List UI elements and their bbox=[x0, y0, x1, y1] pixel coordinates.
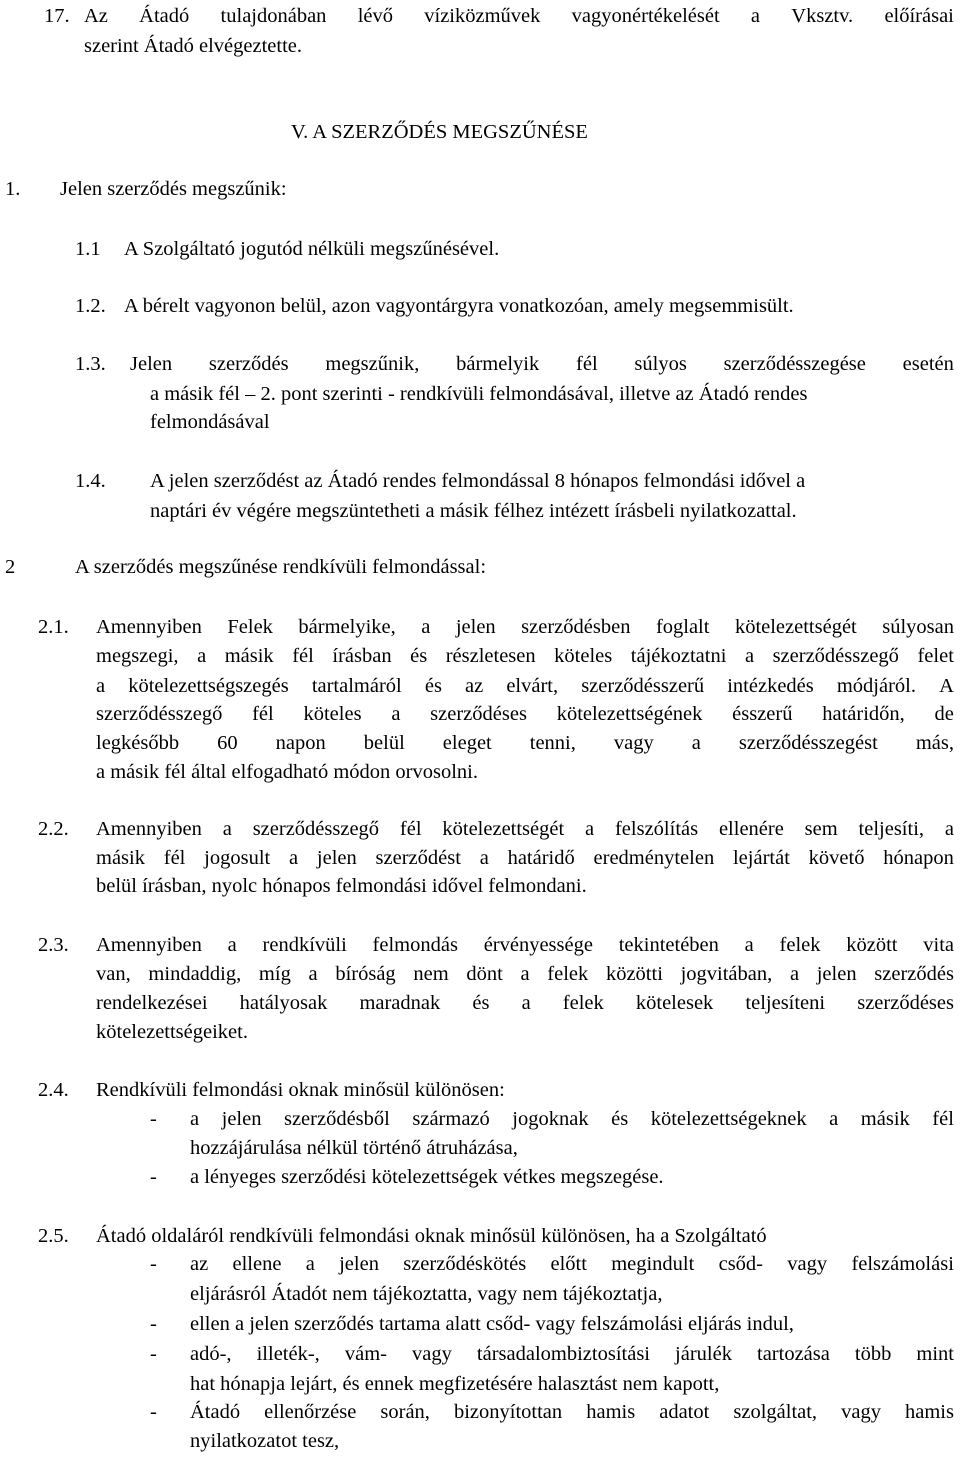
word: származó bbox=[412, 1108, 490, 1130]
word: fél bbox=[252, 703, 274, 725]
word: a bbox=[520, 963, 530, 985]
item-1-3-line3: felmondásával bbox=[150, 411, 270, 433]
word: a bbox=[197, 645, 207, 667]
word: kötelezettségét bbox=[734, 616, 857, 638]
item-1-4-line1: A jelen szerződést az Átadó rendes felmondással 8 hónapos felmondási idővel a bbox=[150, 470, 806, 492]
item-2-1-line6: a másik fél által elfogadható módon orvosolni. bbox=[96, 761, 479, 783]
word: fél bbox=[399, 818, 422, 840]
item-2-3-line2 bbox=[96, 960, 954, 988]
word: másik bbox=[96, 847, 145, 869]
word: rendkívüli bbox=[262, 934, 347, 956]
item-1-4-line2: naptári év végére megszüntetheti a másik félhez intézett írásbeli nyilatkozattal. bbox=[150, 500, 797, 522]
word: csőd- bbox=[718, 1253, 764, 1275]
word: Vksztv. bbox=[791, 5, 854, 27]
item-2-4-title: Rendkívüli felmondási oknak minősül különösen: bbox=[96, 1079, 505, 1101]
word: módjáról. bbox=[836, 675, 916, 697]
word: felszámolási bbox=[851, 1253, 954, 1275]
word: vagy bbox=[787, 1253, 828, 1275]
word: szerződésszegő bbox=[772, 645, 899, 667]
word: nem bbox=[413, 963, 449, 985]
word: a bbox=[421, 616, 431, 638]
word: fél bbox=[163, 847, 186, 869]
word: az bbox=[190, 1253, 209, 1275]
item-2-1-number: 2.1. bbox=[38, 616, 69, 638]
word: de bbox=[934, 703, 954, 725]
item-2-3-line1 bbox=[96, 931, 954, 959]
item-2-5-bullet1-line1 bbox=[190, 1250, 954, 1278]
word: jelen bbox=[816, 963, 857, 985]
word: ésszerű bbox=[732, 703, 793, 725]
item-1-4-number: 1.4. bbox=[75, 470, 106, 492]
word: között bbox=[846, 934, 898, 956]
word: fél bbox=[576, 353, 598, 375]
word: jogoknak bbox=[512, 1108, 589, 1130]
word: megszegi, bbox=[96, 645, 179, 667]
word: hamis bbox=[905, 1401, 954, 1423]
bullet-dash: - bbox=[150, 1166, 157, 1188]
word: Felek bbox=[227, 616, 273, 638]
section-1-title: Jelen szerződés megszűnik: bbox=[60, 178, 287, 200]
word: felszólítás bbox=[614, 818, 699, 840]
word: kötelezettségét bbox=[442, 818, 565, 840]
word: ellenőrzése bbox=[264, 1401, 357, 1423]
item-2-4-bullet1-line2: hozzájárulása nélkül történő átruházása, bbox=[190, 1137, 518, 1159]
word: tulajdonában bbox=[220, 5, 327, 27]
word: megszűnik, bbox=[325, 353, 420, 375]
item-2-1-line2 bbox=[96, 642, 954, 670]
word: intézkedés bbox=[727, 675, 814, 697]
word: közötti bbox=[605, 963, 663, 985]
word: Jelen bbox=[130, 353, 173, 375]
word: foglalt bbox=[655, 616, 710, 638]
word: felet bbox=[917, 645, 954, 667]
word: fél bbox=[292, 645, 314, 667]
word: során, bbox=[380, 1401, 430, 1423]
word: felek bbox=[562, 992, 604, 1014]
word: társadalombiztosítási bbox=[476, 1343, 650, 1365]
word: legkésőbb bbox=[96, 732, 180, 754]
word: jelen bbox=[339, 1253, 379, 1275]
section-2-title: A szerződés megszűnése rendkívüli felmondással: bbox=[75, 556, 487, 578]
item-17-line1 bbox=[84, 2, 954, 30]
word: és bbox=[424, 675, 442, 697]
word: bizonyítottan bbox=[453, 1401, 563, 1423]
word: bíróság bbox=[335, 963, 396, 985]
word: vita bbox=[923, 934, 954, 956]
word: követő bbox=[808, 847, 865, 869]
bullet-dash: - bbox=[150, 1313, 157, 1335]
word: köteles bbox=[554, 645, 613, 667]
word: több bbox=[854, 1343, 892, 1365]
word: a bbox=[222, 818, 232, 840]
word: vagyonértékelését bbox=[571, 5, 720, 27]
item-2-2-line3: belül írásban, nyolc hónapos felmondási idővel felmondani. bbox=[96, 875, 587, 897]
word: hamis bbox=[586, 1401, 636, 1423]
word: bármelyik bbox=[456, 353, 540, 375]
word: belül bbox=[363, 732, 405, 754]
word: ellenére bbox=[718, 818, 784, 840]
word: szerződésszerű bbox=[581, 675, 705, 697]
word: a bbox=[744, 645, 755, 667]
word: más, bbox=[915, 732, 954, 754]
item-1-3-number: 1.3. bbox=[75, 353, 106, 375]
word: súlyosan bbox=[882, 616, 954, 638]
word: másik bbox=[224, 645, 274, 667]
word: ellene bbox=[232, 1253, 282, 1275]
word: míg bbox=[258, 963, 291, 985]
bullet-dash: - bbox=[150, 1401, 157, 1423]
word: jelen bbox=[455, 616, 496, 638]
word: jogvitában, bbox=[680, 963, 773, 985]
item-2-1-line1 bbox=[96, 613, 954, 641]
item-2-1-line5 bbox=[96, 729, 954, 757]
section-1-number: 1. bbox=[5, 178, 21, 200]
word: határidő bbox=[507, 847, 575, 869]
bullet-dash: - bbox=[150, 1343, 157, 1365]
item-2-3-line3 bbox=[96, 989, 954, 1017]
item-2-1-line4 bbox=[96, 700, 954, 728]
word: vagy bbox=[841, 1401, 881, 1423]
word: hónapon bbox=[883, 847, 954, 869]
word: bármelyike, bbox=[298, 616, 396, 638]
word: tájékoztatni bbox=[630, 645, 727, 667]
item-1-3-line2: a másik fél – 2. pont szerinti - rendkívüli felmondásával, illetve az Átadó rendes bbox=[150, 383, 808, 405]
item-2-3-number: 2.3. bbox=[38, 934, 69, 956]
item-2-4-bullet2: a lényeges szerződési kötelezettségek vétkes megszegése. bbox=[190, 1166, 664, 1188]
word: szerződésszegést bbox=[738, 732, 878, 754]
word: és bbox=[472, 992, 490, 1014]
item-1-1-number: 1.1 bbox=[75, 238, 101, 260]
word: fél bbox=[932, 1108, 954, 1130]
word: kötelezettségének bbox=[556, 703, 703, 725]
word: mindaddig, bbox=[148, 963, 242, 985]
word: súlyos bbox=[634, 353, 687, 375]
word: Átadó bbox=[190, 1401, 241, 1423]
word: határidőn, bbox=[822, 703, 905, 725]
word: jogosult bbox=[204, 847, 271, 869]
word: szerződésszegő bbox=[252, 818, 380, 840]
word: szerződésben bbox=[521, 616, 631, 638]
bullet-dash: - bbox=[150, 1253, 157, 1275]
word: és bbox=[410, 645, 428, 667]
word: szerződéskötés bbox=[403, 1253, 527, 1275]
word: hatályosak bbox=[239, 992, 328, 1014]
word: tekintetében bbox=[618, 934, 719, 956]
item-2-2-line1 bbox=[96, 815, 954, 843]
word: felek bbox=[547, 963, 589, 985]
word: járulék bbox=[675, 1343, 732, 1365]
word: teljesíti, bbox=[858, 818, 925, 840]
word: a bbox=[308, 963, 318, 985]
word: felek bbox=[779, 934, 821, 956]
word: Amennyiben bbox=[96, 818, 202, 840]
word: lévő bbox=[357, 5, 393, 27]
word: a bbox=[289, 847, 299, 869]
word: szerződésszegő bbox=[96, 703, 223, 725]
word: tartozása bbox=[757, 1343, 830, 1365]
item-2-2-number: 2.2. bbox=[38, 818, 69, 840]
bullet-dash: - bbox=[150, 1108, 157, 1130]
word: adatot bbox=[659, 1401, 710, 1423]
word: illeték-, bbox=[256, 1343, 320, 1365]
word: jelen bbox=[316, 847, 357, 869]
item-2-5-bullet2: ellen a jelen szerződés tartama alatt csőd- vagy felszámolási eljárás indul, bbox=[190, 1313, 794, 1335]
word: napon bbox=[275, 732, 326, 754]
word: szerződés bbox=[208, 353, 289, 375]
word: kötelezettségszegés bbox=[128, 675, 289, 697]
word: megindult bbox=[611, 1253, 695, 1275]
word: kötelesek bbox=[635, 992, 714, 1014]
section-2-number: 2 bbox=[5, 556, 16, 578]
word: szerződést bbox=[375, 847, 461, 869]
word: a bbox=[391, 703, 401, 725]
word: lejártát bbox=[732, 847, 790, 869]
word: a bbox=[789, 963, 800, 985]
item-2-5-bullet4-line2: nyilatkozatot tesz, bbox=[190, 1430, 340, 1452]
word: teljesíteni bbox=[745, 992, 826, 1014]
word: az bbox=[465, 675, 484, 697]
word: tenni, bbox=[529, 732, 576, 754]
word: rendelkezései bbox=[96, 992, 208, 1014]
word: víziközművek bbox=[424, 5, 541, 27]
word: esetén bbox=[902, 353, 954, 375]
word: adó-, bbox=[190, 1343, 232, 1365]
word: és bbox=[611, 1108, 629, 1130]
word: Átadó bbox=[139, 5, 190, 27]
word: a bbox=[944, 818, 954, 840]
word: felmondás bbox=[372, 934, 458, 956]
word: dönt bbox=[466, 963, 503, 985]
item-17-line2: szerint Átadó elvégeztette. bbox=[84, 35, 302, 57]
word: A bbox=[939, 675, 954, 697]
item-1-2-number: 1.2. bbox=[75, 295, 106, 317]
word: másik bbox=[860, 1108, 910, 1130]
item-2-2-line2 bbox=[96, 844, 954, 872]
word: vagy bbox=[412, 1343, 452, 1365]
item-2-5-bullet1-line2: eljárásról Átadót nem tájékoztatta, vagy nem tájékoztatja, bbox=[190, 1283, 663, 1305]
word: szerződésszegése bbox=[723, 353, 866, 375]
item-17-number: 17. bbox=[44, 5, 70, 27]
word: a bbox=[585, 818, 595, 840]
word: vagy bbox=[613, 732, 654, 754]
word: vám- bbox=[344, 1343, 387, 1365]
item-2-5-number: 2.5. bbox=[38, 1225, 69, 1247]
word: a bbox=[479, 847, 489, 869]
word: maradnak bbox=[359, 992, 441, 1014]
word: a bbox=[750, 5, 761, 27]
word: tartalmáról bbox=[311, 675, 402, 697]
word: írásban bbox=[332, 645, 392, 667]
item-2-1-line3 bbox=[96, 672, 954, 700]
word: eredménytelen bbox=[593, 847, 715, 869]
word: érvényessége bbox=[483, 934, 593, 956]
item-2-5-bullet4-line1 bbox=[190, 1398, 954, 1426]
word: részletesen bbox=[445, 645, 536, 667]
word: előtt bbox=[550, 1253, 587, 1275]
item-2-5-title: Átadó oldaláról rendkívüli felmondási oknak minősül különösen, ha a Szolgáltató bbox=[96, 1225, 767, 1247]
word: a bbox=[305, 1253, 315, 1275]
word: szerződés bbox=[874, 963, 954, 985]
word: szerződéses bbox=[430, 703, 527, 725]
word: szerződésből bbox=[283, 1108, 390, 1130]
word: sem bbox=[804, 818, 838, 840]
word: szerződéses bbox=[857, 992, 954, 1014]
item-2-4-bullet1-line1 bbox=[190, 1105, 954, 1133]
word: a bbox=[227, 934, 237, 956]
word: Amennyiben bbox=[96, 616, 202, 638]
word: szolgáltat, bbox=[733, 1401, 818, 1423]
item-2-5-bullet3-line1 bbox=[190, 1340, 954, 1368]
item-1-1-text: A Szolgáltató jogutód nélküli megszűnésével. bbox=[124, 238, 500, 260]
item-1-3-line1 bbox=[130, 350, 954, 378]
word: eleget bbox=[442, 732, 492, 754]
word: Amennyiben bbox=[96, 934, 202, 956]
word: a bbox=[96, 675, 106, 697]
word: a bbox=[691, 732, 701, 754]
word: a bbox=[829, 1108, 839, 1130]
word: köteles bbox=[303, 703, 362, 725]
word: mint bbox=[916, 1343, 954, 1365]
word: a bbox=[190, 1108, 200, 1130]
word: előírásai bbox=[884, 5, 954, 27]
word: a bbox=[521, 992, 531, 1014]
word: van, bbox=[96, 963, 131, 985]
item-2-4-number: 2.4. bbox=[38, 1079, 69, 1101]
item-1-2-text: A bérelt vagyonon belül, azon vagyontárgyra vonatkozóan, amely megsemmisült. bbox=[124, 295, 794, 317]
word: jelen bbox=[221, 1108, 262, 1130]
item-2-5-bullet3-line2: hat hónapja lejárt, és ennek megfizetésére halasztást nem kapott, bbox=[190, 1373, 720, 1395]
word: Az bbox=[84, 5, 108, 27]
chapter-title: V. A SZERZŐDÉS MEGSZŰNÉSE bbox=[291, 121, 588, 143]
item-2-3-line4: kötelezettségeiket. bbox=[96, 1021, 248, 1043]
word: elvárt, bbox=[506, 675, 559, 697]
word: kötelezettségeknek bbox=[650, 1108, 807, 1130]
word: 60 bbox=[217, 732, 238, 754]
word: a bbox=[744, 934, 754, 956]
